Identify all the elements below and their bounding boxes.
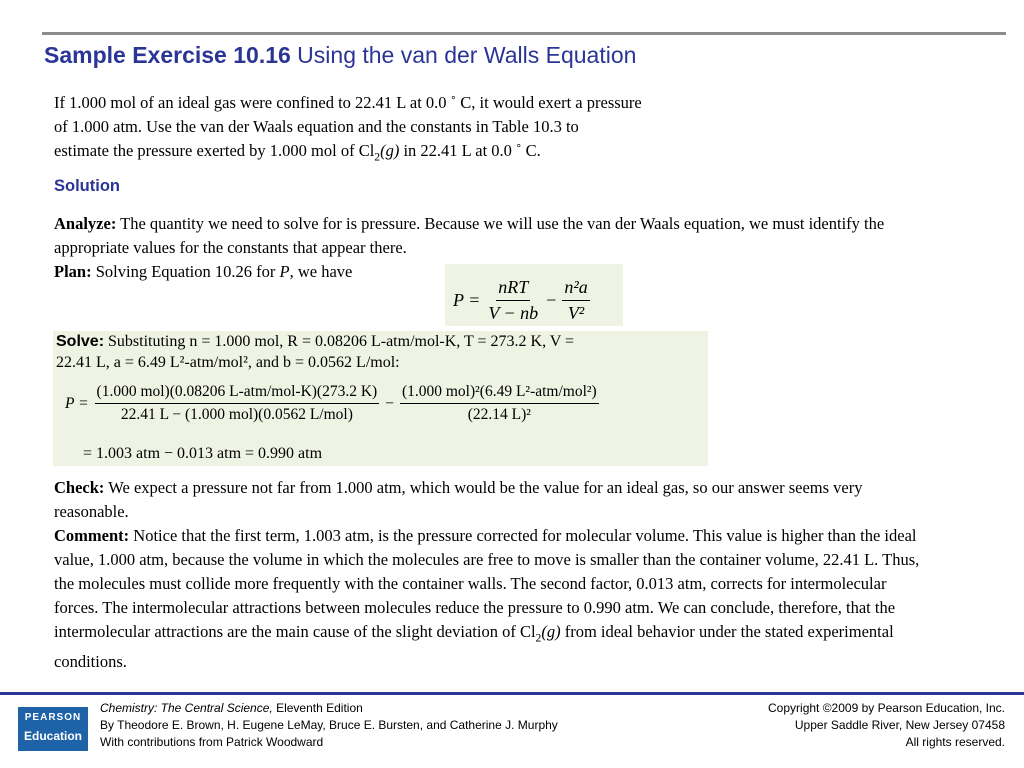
footer-divider [0,692,1024,695]
solve-result: = 1.003 atm − 0.013 atm = 0.990 atm [83,445,323,462]
problem-statement [54,91,954,169]
analyze-text: The quantity we need to solve for is pressure. Because we will use the van der Waals equation, we must identify the appropriate values for the constants that appear there. [54,214,885,257]
footer-copyright [768,700,1005,751]
solve-fraction-2 [400,383,599,424]
formula-term-2-numerator: n²a [562,277,589,301]
solve-substitution [65,383,599,424]
solve-line-1 [56,333,574,351]
solve-fraction-1-numerator: (1.000 mol)(0.08206 L-atm/mol-K)(273.2 K) [95,383,380,404]
analyze-label: Analyze: [54,214,117,233]
pearson-education-logo [18,707,88,751]
solve-label: Solve: [56,333,105,350]
formula-term-1-denominator: V − nb [488,303,539,323]
check-text: We expect a pressure not far from 1.000 atm, which would be the value for an ideal gas, so our answer seems very reasonable. [54,478,863,521]
plan-text-end: , we have [289,262,353,281]
formula-lhs: P = [453,290,481,310]
comment-gas-state: (g) [541,622,561,641]
solve-fraction-1-denominator: 22.41 L − (1.000 mol)(0.0562 L/mol) [120,406,353,423]
solve-minus: − [385,394,394,412]
formula-minus: − [546,290,557,310]
footer-authors: By Theodore E. Brown, H. Eugene LeMay, Bruce E. Bursten, and Catherine J. Murphy [100,718,558,732]
problem-line-3-end: in 22.41 L at 0.0 ˚ C. [399,141,541,160]
solve-fraction-1 [95,383,380,424]
plan-paragraph [54,260,352,284]
plan-text: Solving Equation 10.26 for [91,262,280,281]
solve-line-1-text: Substituting n = 1.000 mol, R = 0.08206 L-atm/mol-K, T = 273.2 K, V = [104,333,575,350]
check-paragraph [54,476,934,524]
comment-text-end: from ideal behavior under the stated experimental conditions. [54,622,894,672]
footer-contributions: With contributions from Patrick Woodward [100,735,324,749]
footer-book-italic: Chemistry: The Central Science, [100,701,273,715]
logo-bottom-text: Education [23,729,82,743]
van-der-waals-formula [445,264,623,326]
footer-book-title [100,700,558,717]
check-label: Check: [54,478,105,497]
formula-term-2 [562,277,589,324]
comment-chlorine-subscript: 2 [535,632,542,645]
problem-line-1: If 1.000 mol of an ideal gas were confined to 22.41 L at 0.0 ˚ C, it would exert a pressure [54,93,642,112]
footer-book-edition: Eleventh Edition [272,701,363,715]
solve-lhs: P = [65,394,89,412]
slide-title [44,42,636,69]
solve-fraction-2-numerator: (1.000 mol)²(6.49 L²-atm/mol²) [400,383,599,404]
footer-rights: All rights reserved. [905,735,1005,749]
formula-term-1 [486,277,540,324]
analyze-paragraph [54,212,934,260]
plan-label: Plan: [54,262,92,281]
solve-fraction-2-denominator: (22.14 L)² [467,406,531,423]
footer-book-info [100,700,558,751]
plan-variable: P [279,262,290,281]
problem-line-3 [54,139,954,169]
solve-line-2: 22.41 L, a = 6.49 L²-atm/mol², and b = 0.0562 L/mol: [56,354,400,371]
title-topic: Using the van der Walls Equation [290,42,637,68]
comment-text: Notice that the first term, 1.003 atm, is the pressure corrected for molecular volume. This value is higher than the ideal value, 1.000 atm, because the volume in which the molecules are free to move is smaller than the container volume, 22.41 L. Thus, the molecules must collide more frequently with the container walls. The second factor, 0.013 atm, corrects for intermolecular forces. The intermolecular attractions between molecules reduce the pressure to 0.990 atm. We can conclude, therefore, that the intermolecular attractions are the main cause of the slight deviation of Cl [54,526,920,641]
logo-top-text: PEARSON [24,712,82,723]
footer-copyright-line: Copyright ©2009 by Pearson Education, Inc. [768,701,1005,715]
comment-label: Comment: [54,526,130,545]
solve-box [53,331,708,466]
gas-state: (g) [380,141,400,160]
problem-line-2: of 1.000 atm. Use the van der Waals equation and the constants in Table 10.3 to [54,117,579,136]
footer-address: Upper Saddle River, New Jersey 07458 [794,718,1005,732]
formula-term-2-denominator: V² [567,303,585,323]
formula-term-1-numerator: nRT [496,277,530,301]
title-exercise-number: Sample Exercise 10.16 [44,42,291,68]
problem-line-3-text: estimate the pressure exerted by 1.000 mol of Cl [54,141,375,160]
solution-heading: Solution [54,177,120,195]
top-divider [42,32,1006,35]
comment-paragraph [54,524,924,674]
chlorine-subscript: 2 [374,151,381,164]
